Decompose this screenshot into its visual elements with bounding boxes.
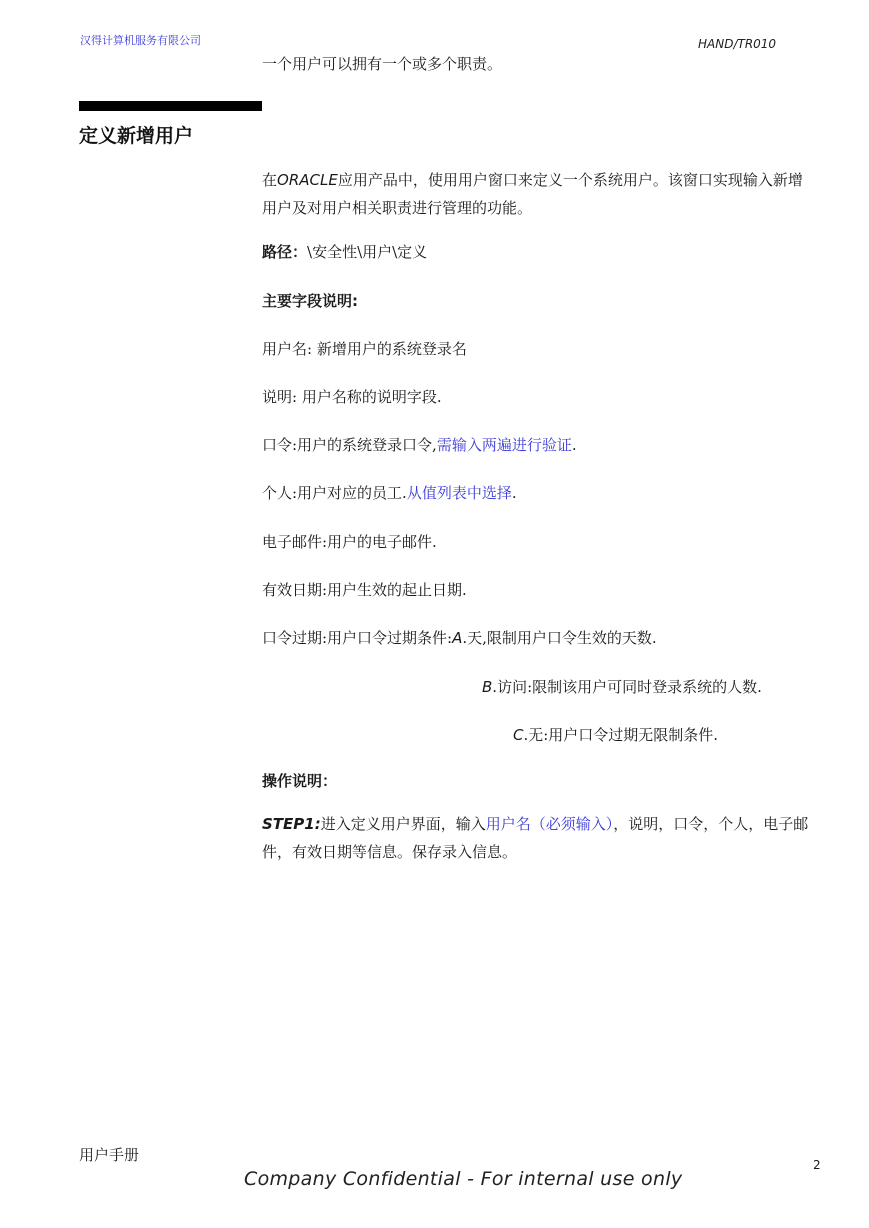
- expiry-option-c: [513, 724, 718, 745]
- step1-text1: 进入定义用户界面，输入: [320, 815, 486, 833]
- confidential-notice: Company Confidential - For internal use only: [244, 1168, 683, 1190]
- field-password-prefix: 口令:用户的系统登录口令,: [262, 436, 437, 454]
- company-name: 汉得计算机服务有限公司: [80, 34, 201, 47]
- step1-text2: ，说明，口令，个人，电子邮件，有效日期等信息。保存录入信息。: [262, 815, 809, 861]
- field-person-suffix: .: [511, 484, 517, 502]
- expiry-c-text: .无:用户口令过期无限制条件.: [523, 726, 719, 744]
- fields-heading: 主要字段说明:: [262, 292, 358, 310]
- step1-paragraph: [262, 810, 814, 866]
- expiry-prefix: 口令过期:用户口令过期条件:: [262, 629, 453, 647]
- field-email: 电子邮件:用户的电子邮件.: [262, 533, 437, 551]
- intro-line: 一个用户可以拥有一个或多个职责。: [262, 55, 503, 73]
- footer-manual-title: 用户手册: [79, 1146, 140, 1164]
- expiry-c-letter: C: [513, 726, 524, 744]
- section-intro-paragraph: [262, 166, 814, 222]
- para-oracle: ORACLE: [277, 171, 338, 189]
- navigation-path: [262, 241, 427, 262]
- step1-label: STEP1:: [262, 815, 321, 833]
- field-person-note: 从值列表中选择: [406, 484, 512, 502]
- document-id: HAND/TR010: [698, 37, 777, 51]
- field-person-prefix: 个人:用户对应的员工.: [262, 484, 407, 502]
- field-person: [262, 482, 517, 503]
- para-prefix: 在: [262, 171, 278, 189]
- field-password-note: 需输入两遍进行验证: [436, 436, 572, 454]
- field-password-suffix: .: [571, 436, 577, 454]
- expiry-a-letter: A: [452, 629, 463, 647]
- section-divider-bar: [79, 101, 262, 111]
- expiry-b-letter: B: [482, 678, 493, 696]
- path-label: 路径：: [262, 243, 308, 261]
- field-effective-date: 有效日期:用户生效的起止日期.: [262, 581, 467, 599]
- field-description: 说明: 用户名称的说明字段.: [262, 388, 442, 406]
- page-number: 2: [813, 1158, 821, 1172]
- expiry-b-text: .访问:限制该用户可同时登录系统的人数.: [492, 678, 762, 696]
- expiry-option-b: [482, 676, 762, 697]
- expiry-a-text: .天,限制用户口令生效的天数.: [462, 629, 657, 647]
- field-username: 用户名: 新增用户的系统登录名: [262, 340, 467, 358]
- section-title: 定义新增用户: [79, 125, 194, 147]
- operations-heading: 操作说明：: [262, 772, 338, 790]
- path-value: \安全性\用户\定义: [307, 243, 428, 261]
- field-password-expiry: [262, 627, 657, 648]
- step1-username-note: 用户名（必须输入）: [485, 815, 614, 833]
- field-password: [262, 434, 577, 455]
- para-rest: 应用产品中，使用用户窗口来定义一个系统用户。该窗口实现输入新增用户及对用户相关职责进行管理的功能。: [262, 171, 803, 217]
